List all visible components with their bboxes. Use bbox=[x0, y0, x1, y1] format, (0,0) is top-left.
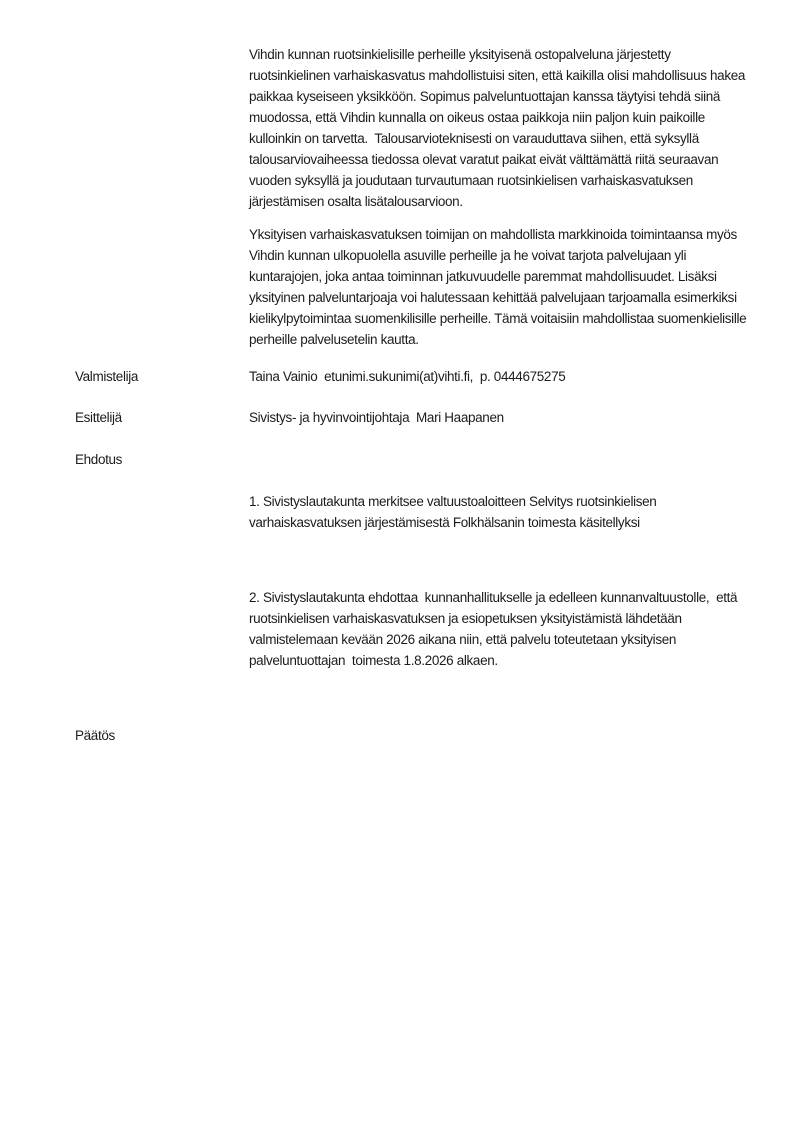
field-row-valmistelija bbox=[75, 366, 749, 387]
field-value-ehdotus bbox=[249, 449, 749, 713]
ehdotus-item-2: 2. Sivistyslautakunta ehdottaa kunnanhallitukselle ja edelleen kunnanvaltuustolle, että ruotsinkielisen varhaiskasvatuksen ja esiopetuksen yksityistämistä lähdetään valmistelemaan kevään 2026 aikana niin, että palvelu toteutetaan yksityisen palveluntuottajan toimesta 1.8.2026 alkaen. bbox=[249, 590, 741, 668]
field-value-esittelija: Sivistys- ja hyvinvointijohtaja Mari Haapanen bbox=[249, 410, 504, 425]
intro-paragraph-2: Yksityisen varhaiskasvatuksen toimijan on mahdollista markkinoida toimintaansa myös Vihdin kunnan ulkopuolella asuville perheille ja he voivat tarjota palvelujaan yli kuntarajojen, joka antaa toiminnan jatkuvuudelle paremmat mahdollisuudet. Lisäksi yksityinen palveluntarjoaja voi halutessaan kehittää palvelujaan tarjoamalla esimerkiksi kielikylpytoimintaa suomenkilisille perheille. Tämä voitaisiin mahdollistaa suomenkielisille perheille palvelusetelin kautta. bbox=[249, 227, 750, 347]
field-label-ehdotus: Ehdotus bbox=[75, 452, 123, 467]
field-row-esittelija bbox=[75, 407, 749, 428]
field-row-ehdotus bbox=[75, 449, 749, 713]
field-value-valmistelija: Taina Vainio etunimi.sukunimi(at)vihti.fi, p. 0444675275 bbox=[249, 369, 566, 384]
field-row-paatos bbox=[75, 725, 749, 746]
intro-paragraph-1: Vihdin kunnan ruotsinkielisille perheille yksityisenä ostopalveluna järjestetty ruotsinkielinen varhaiskasvatus mahdollistuisi siten, että kaikilla olisi mahdollisuus hakea paikkaa kyseiseen yksikköön. Sopimus palveluntuottajan kanssa täytyisi tehdä siinä muodossa, että Vihdin kunnalla on oikeus ostaa paikkoja niin paljon kuin paikoille kulloinkin on tarvetta. Talousarvioteknisesti on varauduttava siihen, että syksyllä talousarviovaiheessa tiedossa olevat varatut paikat eivät välttämättä riitä seuraavan vuoden syksyllä ja joudutaan turvautumaan ruotsinkielisen varhaiskasvatuksen järjestämisen osalta lisätalousarvioon. bbox=[249, 47, 749, 209]
ehdotus-item-1: 1. Sivistyslautakunta merkitsee valtuustoaloitteen Selvitys ruotsinkielisen varhaiskasvatuksen järjestämisestä Folkhälsanin toimesta käsitellyksi bbox=[249, 494, 660, 530]
field-label-valmistelija: Valmistelija bbox=[75, 369, 139, 384]
field-label-esittelija: Esittelijä bbox=[75, 410, 122, 425]
document-body bbox=[75, 44, 749, 746]
field-label-paatos: Päätös bbox=[75, 728, 115, 743]
